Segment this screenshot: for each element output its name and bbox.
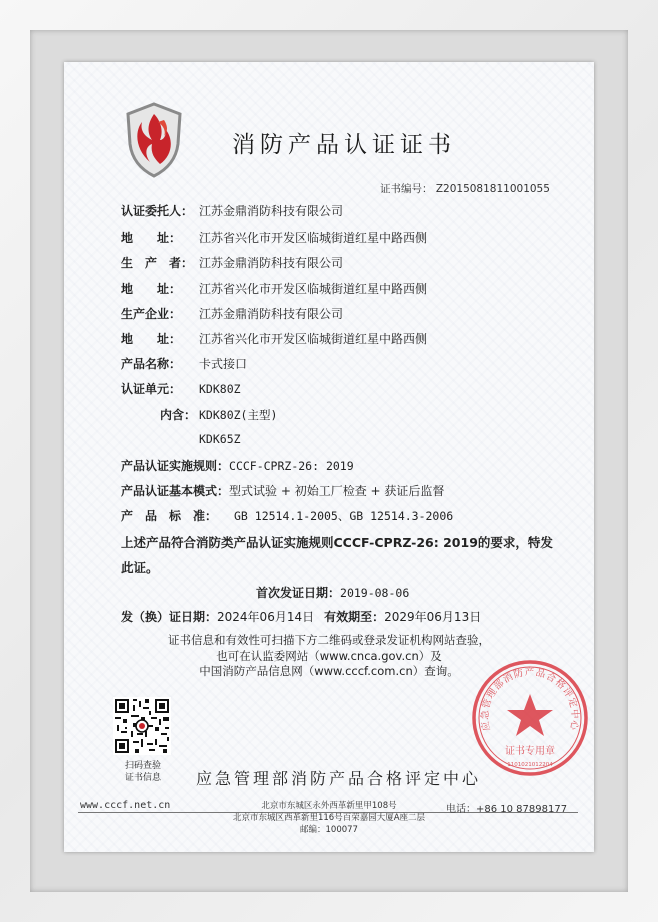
valid-date: 2029年06月13日 — [384, 610, 482, 624]
field-row — [121, 355, 247, 372]
certificate-number: 证书编号： Z2015081811001055 — [380, 183, 550, 195]
field-value: 卡式接口 — [199, 357, 248, 371]
issuer-name: 应急管理部消防产品合格评定中心 — [196, 769, 482, 788]
standard-value: GB 12514.1-2005、GB 12514.3-2006 — [234, 509, 454, 523]
footer-address: 北京市东城区永外西革新里甲108号 — [261, 801, 397, 811]
field-value: 江苏金鼎消防科技有限公司 — [199, 307, 344, 321]
field-label: 地 址： — [121, 282, 182, 296]
mode-label: 产品认证基本模式： — [121, 484, 230, 498]
qr-code-icon — [113, 697, 171, 755]
certificate-title: 消防产品认证证书 — [232, 132, 456, 158]
verify-line: 证书信息和有效性可扫描下方二维码或登录发证机构网站查验， — [168, 633, 490, 647]
footer-address: 北京市东城区西革新里116号百荣嘉园大厦A座二层 — [232, 813, 426, 823]
field-label: 生 产 者： — [121, 256, 194, 270]
field-row — [121, 330, 427, 347]
field-label: 产品名称： — [121, 357, 182, 371]
rule-value: CCCF-CPRZ-26: 2019 — [229, 459, 354, 473]
mode-row — [121, 482, 444, 499]
field-row — [121, 305, 343, 322]
field-row — [121, 254, 343, 271]
first-issue-row — [256, 584, 409, 601]
rule-row — [121, 457, 354, 474]
rule-label: 产品认证实施规则： — [121, 459, 230, 473]
fire-logo-icon — [122, 100, 186, 180]
field-value: 江苏省兴化市开发区临城街道红星中路西侧 — [199, 231, 428, 245]
official-seal — [470, 658, 590, 778]
field-label: 认证委托人： — [121, 204, 194, 218]
field-row — [121, 280, 427, 297]
field-row — [121, 380, 241, 397]
field-value: 江苏金鼎消防科技有限公司 — [199, 204, 344, 218]
valid-label: 有效期至： — [324, 610, 385, 624]
field-label: 地 址： — [121, 231, 182, 245]
standard-row — [121, 507, 453, 524]
seal-star-icon — [507, 694, 553, 736]
field-row — [121, 229, 427, 246]
contains-item: KDK65Z — [199, 432, 241, 446]
qr-caption: 证书信息 — [124, 773, 161, 783]
standard-label: 产 品 标 准： — [121, 509, 218, 523]
field-value: 江苏省兴化市开发区临城街道红星中路西侧 — [199, 332, 428, 346]
seal-sub-text: 证书专用章 — [505, 746, 555, 757]
qr-caption: 扫码查验 — [124, 761, 161, 771]
footer-phone: 电话：+86 10 87898177 — [446, 804, 568, 815]
field-label: 认证单元： — [121, 382, 182, 396]
first-issue-date: 2019-08-06 — [340, 586, 410, 600]
field-row — [121, 202, 343, 219]
issue-row — [121, 608, 481, 625]
contains-label: 内含： — [160, 408, 197, 422]
verify-line: 中国消防产品信息网（www.cccf.com.cn）查询。 — [199, 664, 459, 678]
statement-line: 此证。 — [121, 560, 159, 575]
contains-item: KDK80Z(主型) — [199, 408, 278, 422]
field-value: KDK80Z — [199, 382, 241, 396]
field-value: 江苏省兴化市开发区临城街道红星中路西侧 — [199, 282, 428, 296]
issue-label: 发（换）证日期： — [121, 610, 218, 624]
seal-arc-text: 应急管理部消防产品合格评定中心 — [479, 667, 581, 732]
field-label: 地 址： — [121, 332, 182, 346]
issue-date: 2024年06月14日 — [217, 610, 315, 624]
footer-postcode: 邮编：100077 — [300, 825, 358, 835]
field-label: 生产企业： — [121, 307, 182, 321]
seal-number: 1101021012204 — [507, 762, 553, 768]
field-value: 江苏金鼎消防科技有限公司 — [199, 256, 344, 270]
mode-value: 型式试验 + 初始工厂检查 + 获证后监督 — [229, 484, 445, 498]
contains-row — [160, 406, 277, 423]
verify-line: 也可在认监委网站（www.cnca.gov.cn）及 — [216, 649, 442, 663]
statement-line: 上述产品符合消防类产品认证实施规则CCCF-CPRZ-26: 2019的要求，特发 — [121, 535, 553, 550]
first-issue-label: 首次发证日期： — [256, 586, 341, 600]
footer-website: www.cccf.net.cn — [80, 800, 171, 811]
